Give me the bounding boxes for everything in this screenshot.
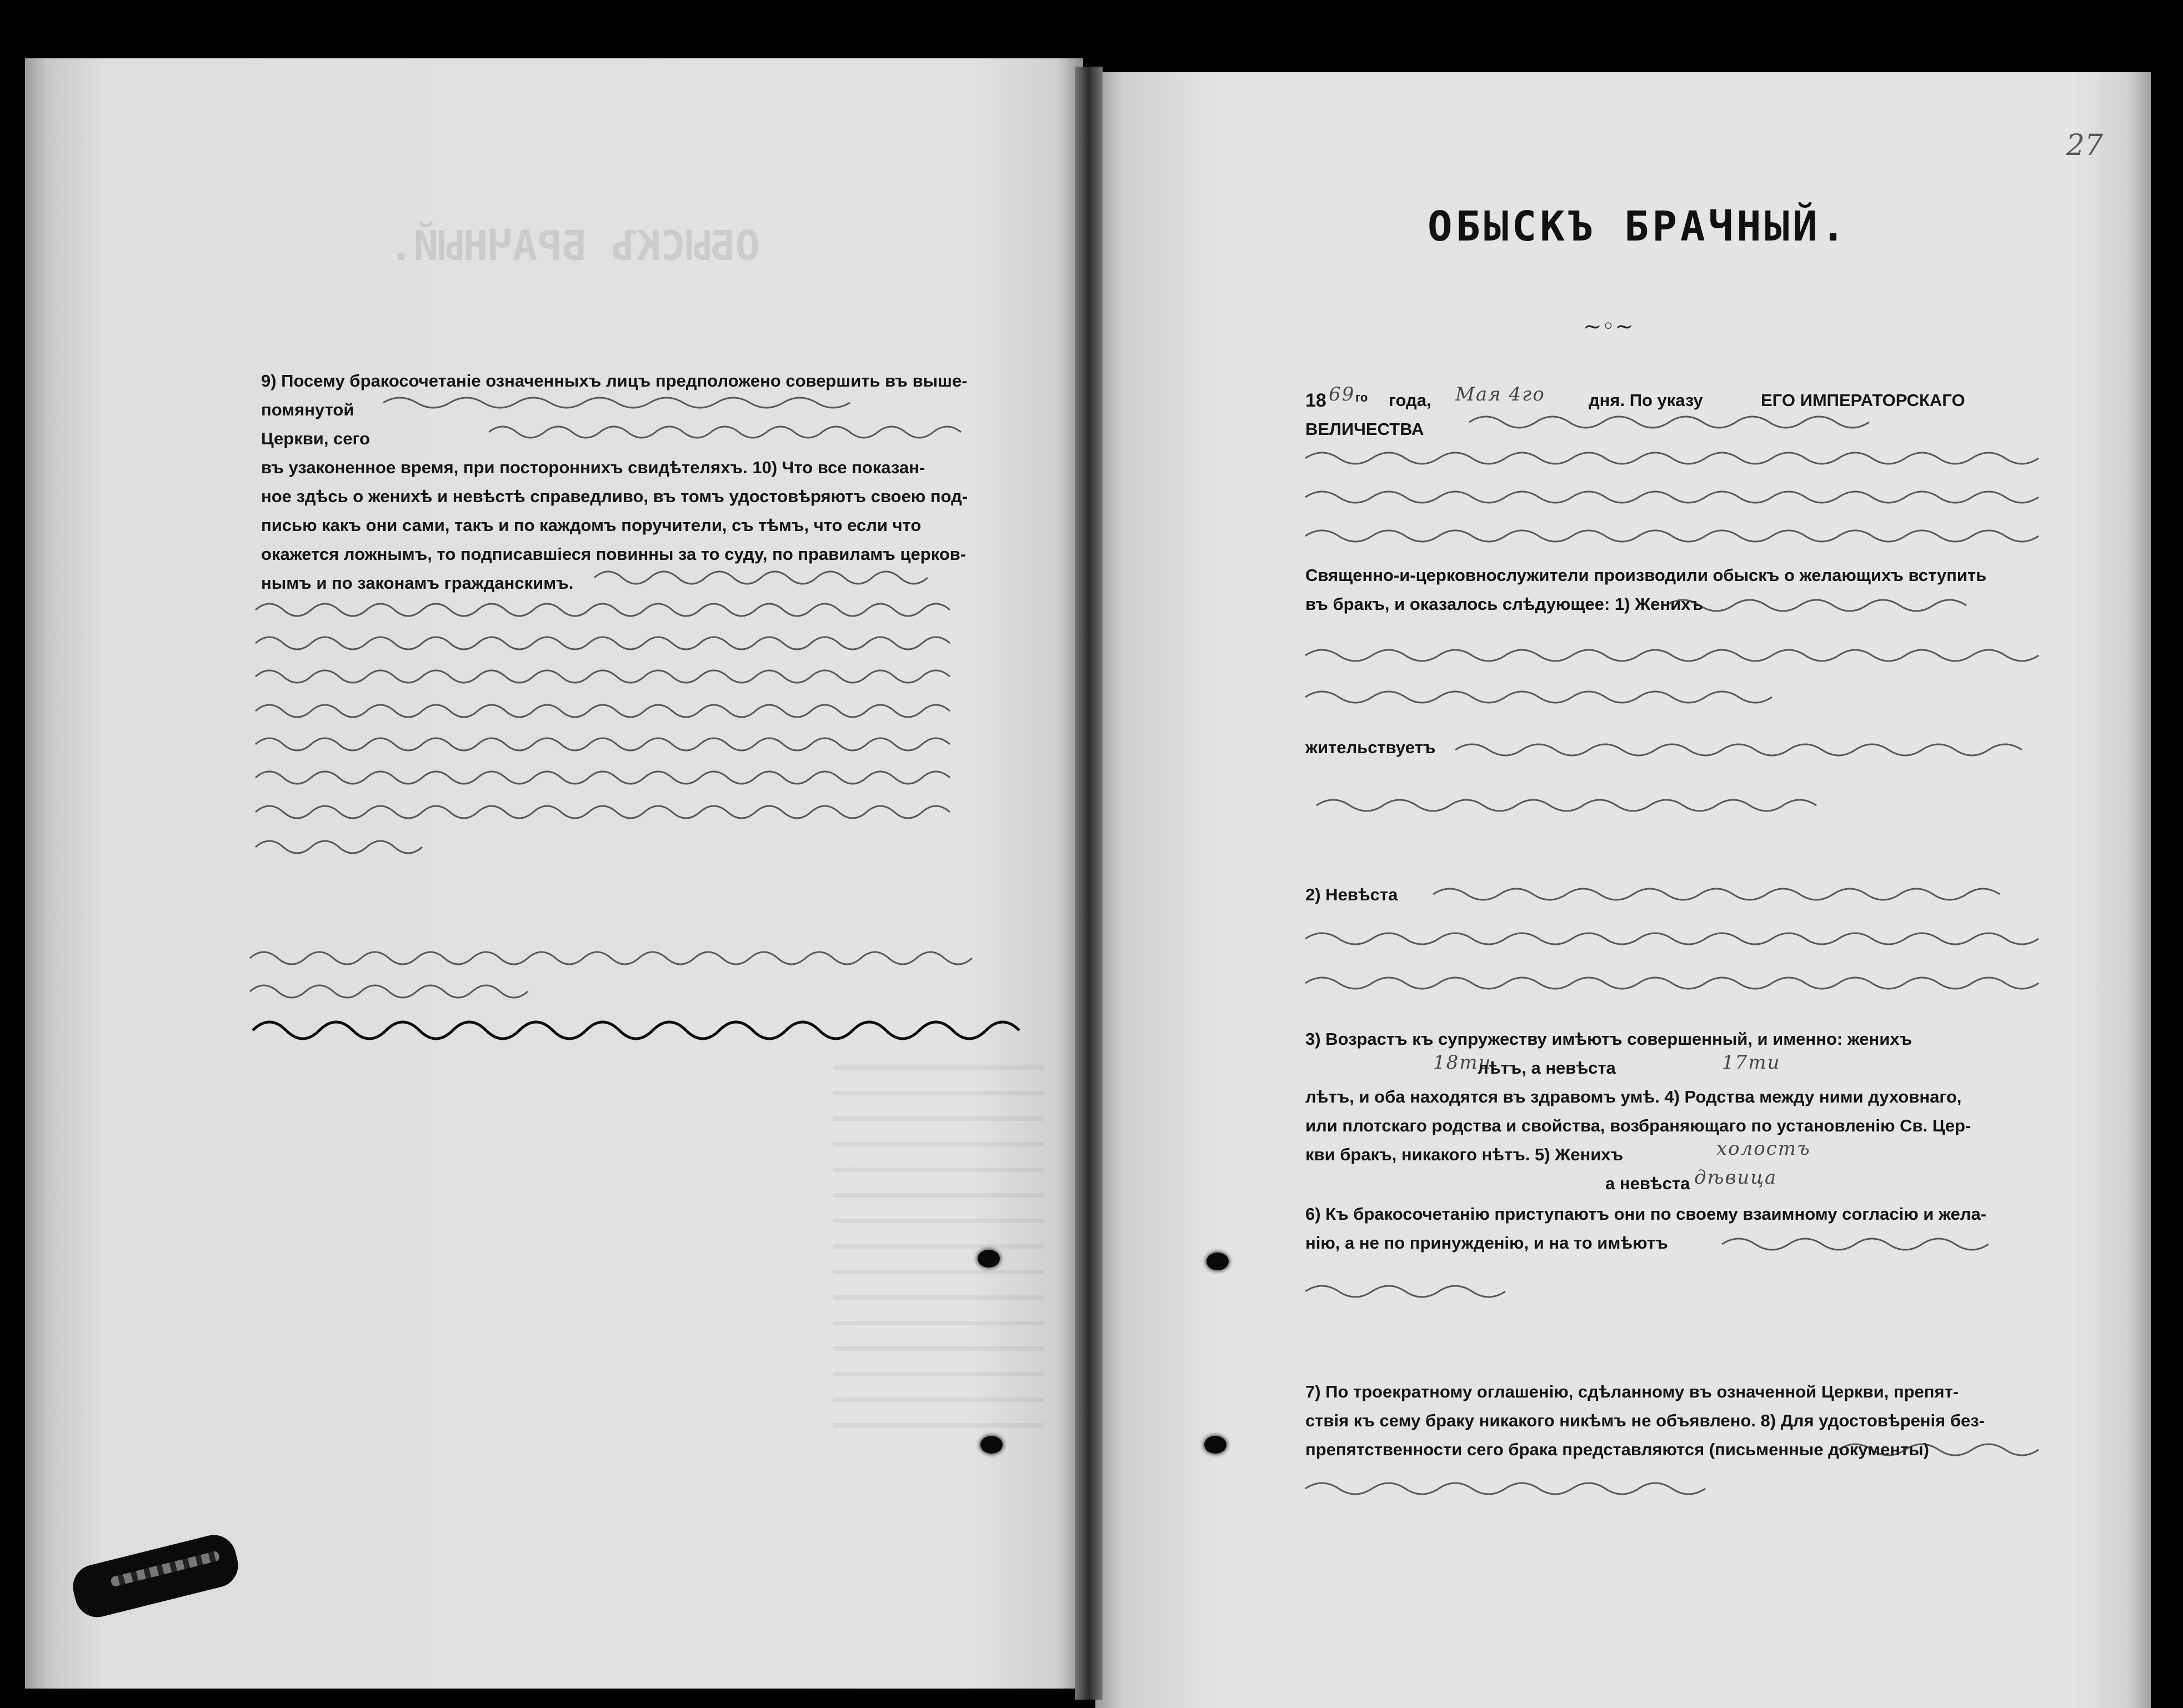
year-suffix: го: [1355, 390, 1368, 404]
imperial-caps-2: ВЕЛИЧЕСТВА: [1305, 419, 1424, 439]
year-handwritten: 69: [1329, 383, 1355, 405]
residence-label: жительствуетъ: [1305, 738, 1436, 757]
banns-line-1: 7) По троекратному оглашенію, сдѣланному въ означенной Церкви, препят-: [1305, 1382, 1959, 1401]
consent-line-2: нію, а не по принужденію, и на то имѣютъ: [1305, 1233, 1668, 1253]
groom-age: 18ти: [1433, 1051, 1492, 1074]
banns-line-3: препятственности сего брака представляются (письменные документы): [1305, 1440, 1929, 1459]
left-paragraph-line: 9) Посему бракосочетаніе означенныхъ лицъ предположено совершить въ выше-: [261, 371, 968, 390]
age-line-1: 3) Возрастъ къ супружеству имѣютъ совершенный, и именно: женихъ: [1305, 1029, 1912, 1049]
left-paragraph-line: въ узаконенное время, при постороннихъ свидѣтеляхъ. 10) Что все показан-: [261, 458, 925, 477]
page-number: 27: [2066, 129, 2104, 162]
day-label: дня. По указу: [1589, 390, 1703, 410]
binding-hole: [1206, 1253, 1229, 1270]
left-paragraph-line: писью какъ они сами, такъ и по каждомъ поручители, съ тѣмъ, что если что: [261, 515, 922, 535]
left-paragraph-line: нымъ и по законамъ гражданскимъ.: [261, 573, 574, 593]
bride-age: 17ти: [1722, 1051, 1781, 1074]
consent-line-1: 6) Къ бракосочетанію приступаютъ они по своему взаимному согласію и жела-: [1305, 1204, 1987, 1224]
groom-status: холостъ: [1716, 1138, 1811, 1160]
binding-hole: [1204, 1436, 1226, 1454]
imperial-caps: ЕГО ИМПЕРАТОРСКАГО: [1761, 390, 1965, 410]
left-paragraph-line: окажется ложнымъ, то подписавшіеся повинны за то суду, по правиламъ церков-: [261, 544, 967, 564]
bride-label: 2) Невѣста: [1305, 885, 1398, 904]
groom-label-line: въ бракъ, и оказалось слѣдующее: 1) Женихъ: [1305, 594, 1703, 614]
clergy-line: Священно-и-церковнослужители производили обыскъ о желающихъ вступить: [1305, 565, 1987, 585]
bride-status: дѣвица: [1694, 1166, 1778, 1189]
left-paragraph-line: ное здѣсь о женихѣ и невѣстѣ справедливо, въ томъ удостовѣряютъ своею под-: [261, 487, 968, 506]
year-label: года,: [1389, 390, 1431, 410]
page-title: ОБЫСКЪ БРАЧНЫЙ.: [1428, 203, 1849, 251]
age-line-4: или плотскаго родства и свойства, возбраняющаго по установленію Св. Цер-: [1305, 1116, 1971, 1135]
banns-line-2: ствія къ сему браку никакого никѣмъ не объявлено. 8) Для удостовѣренія без-: [1305, 1411, 1985, 1430]
age-line-2: лѣтъ, а невѣста: [1478, 1058, 1616, 1078]
handwritten-month: Мая 4го: [1455, 383, 1545, 405]
ghost-title-bleedthrough: ОБЫСКЪ БРАЧНЫЙ.: [389, 222, 760, 270]
age-line-3: лѣтъ, и оба находятся въ здравомъ умѣ. 4) Родства между ними духовнаго,: [1305, 1087, 1962, 1106]
age-line-5: кви бракъ, никакого нѣтъ. 5) Женихъ: [1305, 1145, 1624, 1164]
title-ornament: ~◦~: [1583, 314, 1634, 339]
year-printed: 18: [1305, 390, 1326, 411]
left-paragraph-line: помянутой: [261, 400, 354, 419]
age-line-6: а невѣста: [1605, 1174, 1690, 1193]
left-paragraph-line: Церкви, сего: [261, 429, 370, 448]
